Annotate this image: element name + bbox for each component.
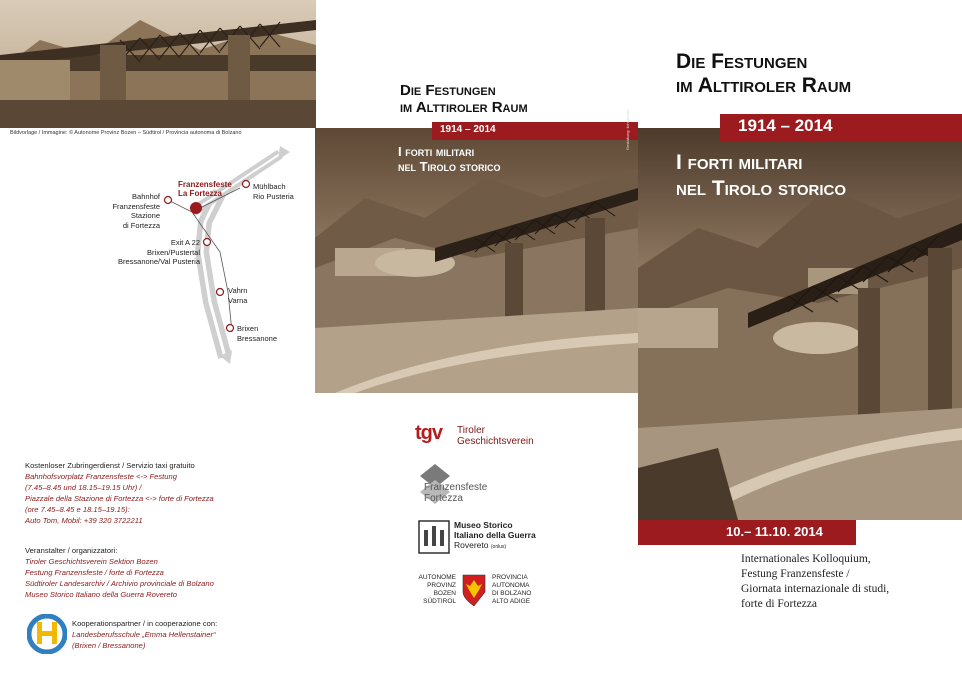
- tgv-name: Tiroler Geschichtsverein: [457, 425, 534, 447]
- map-station-label: Bahnhof Franzensfeste Stazione di Fortezza: [112, 192, 160, 230]
- middle-subtitle: I forti militari nel Tirolo storico: [398, 144, 501, 174]
- organizer-line: Museo Storico Italiano della Guerra Rovereto: [25, 590, 177, 599]
- cooperation-heading: Kooperationspartner / in cooperazione con:: [72, 619, 218, 628]
- organizer-line: Südtiroler Landesarchiv / Archivio provinciale di Bolzano: [25, 579, 214, 588]
- tgv-logo: [415, 422, 555, 452]
- cooperation-line: Landesberufsschule „Emma Hellenstainer“: [72, 630, 216, 639]
- left-top-photo: [0, 0, 316, 128]
- shuttle-info: [25, 460, 305, 526]
- info-line: Giornata internazionale di studi,: [741, 583, 890, 595]
- shuttle-line: (7.45–8.45 und 18.15–19.15 Uhr) /: [25, 483, 142, 492]
- province-right: PROVINCIA AUTONOMA DI BOLZANO ALTO ADIGE: [492, 574, 532, 605]
- eagle-shield-icon: [462, 574, 486, 606]
- hellenstainer-logo: [27, 614, 67, 654]
- shuttle-line: (ore 7.45–8.45 e 18.15–19.15):: [25, 505, 130, 514]
- franzensfeste-name: Franzensfeste Fortezza: [424, 482, 488, 504]
- shuttle-line: Auto Tom, Mobil: +39 320 3722211: [25, 516, 143, 525]
- event-dates: 10.– 11.10. 2014: [726, 524, 823, 539]
- right-title: Die Festungen im Alttiroler Raum: [676, 50, 852, 97]
- event-info: [741, 552, 889, 612]
- province-logo: [410, 574, 550, 614]
- location-map: [80, 142, 310, 372]
- organizers-info: [25, 545, 305, 600]
- info-line: Festung Franzensfeste /: [741, 568, 850, 580]
- shuttle-heading: Kostenloser Zubringerdienst / Servizio taxi gratuito: [25, 461, 195, 470]
- museo-logo: [418, 520, 558, 560]
- shuttle-line: Piazzale della Stazione di Fortezza <-> forte di Fortezza: [25, 494, 214, 503]
- map-exit-label: Exit A 22 Brixen/Pustertal Bressanone/Val Pusteria: [118, 238, 200, 266]
- museo-name: Museo Storico Italiano della Guerra Rovereto (onlus): [454, 520, 536, 550]
- cooperation-line: (Brixen / Bressanone): [72, 641, 146, 650]
- middle-title: Die Festungen im Alttiroler Raum: [400, 82, 528, 116]
- right-years: 1914 – 2014: [738, 116, 833, 135]
- organizers-heading: Veranstalter / organizzatori:: [25, 546, 118, 555]
- tgv-mark: tgv: [415, 422, 442, 444]
- shuttle-line: Bahnhofsvorplatz Franzensfeste <-> Festung: [25, 472, 177, 481]
- right-subtitle: I forti militari nel Tirolo storico: [676, 151, 847, 200]
- photo-credit: Bildvorlage / Immagine: © Autonome Provinz Bozen – Südtirol / Provincia autonoma di Bolzano: [10, 130, 242, 136]
- map-brixen-label: Brixen Bressanone: [237, 324, 278, 343]
- middle-years: 1914 – 2014: [440, 124, 496, 135]
- map-destination: Franzensfeste La Fortezza: [178, 180, 232, 198]
- map-vahrn-label: Vahrn Varna: [228, 286, 248, 305]
- map-muehlbach-label: Mühlbach Rio Pusteria: [253, 182, 294, 201]
- province-left: AUTONOME PROVINZ BOZEN SÜDTIROL: [418, 574, 456, 605]
- cooperation-info: [72, 618, 217, 651]
- info-line: forte di Fortezza: [741, 598, 817, 610]
- vertical-credit: Gestaltung: lichtgestalt: [625, 109, 630, 150]
- organizer-line: Tiroler Geschichtsverein Sektion Bozen: [25, 557, 158, 566]
- organizer-line: Festung Franzensfeste / forte di Fortezza: [25, 568, 164, 577]
- info-line: Internationales Kolloquium,: [741, 553, 871, 565]
- franzensfeste-logo: [418, 462, 538, 506]
